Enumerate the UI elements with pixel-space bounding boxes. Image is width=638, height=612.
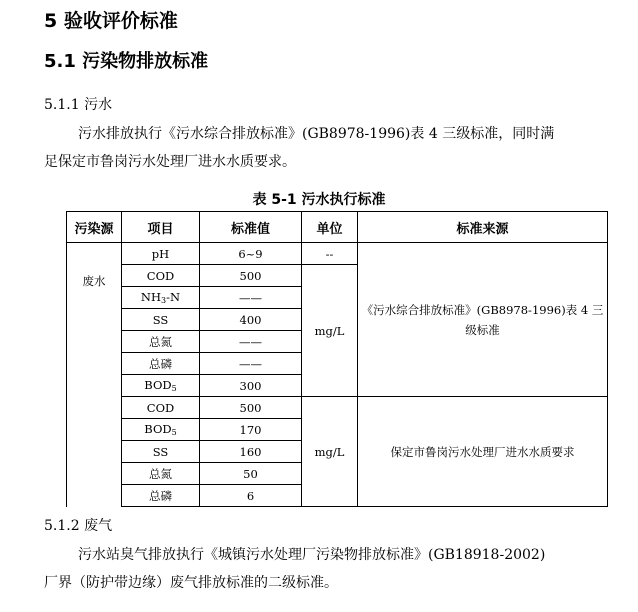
header-standard: 标准来源 (358, 212, 608, 243)
pollutant-source-cell: 废水 (67, 243, 122, 507)
water-paragraph (44, 120, 604, 176)
standard-source-cell (358, 243, 608, 397)
gas-paragraph (44, 541, 604, 597)
value-cell: 170 (200, 419, 302, 441)
header-unit: 单位 (302, 212, 358, 243)
value-cell: —— (200, 287, 302, 309)
item-subscript: 5 (171, 384, 177, 393)
water-paragraph-line: 污水排放执行《污水综合排放标准》(GB8978-1996)表 4 三级标准，同时满 (78, 126, 555, 142)
item-cell: 总氮 (122, 463, 200, 485)
item-text: BOD (144, 378, 172, 392)
unit-cell: mg/L (302, 265, 358, 397)
item-cell (122, 287, 200, 309)
item-subscript: 5 (171, 428, 177, 437)
item-cell: pH (122, 243, 200, 265)
item-cell: 总磷 (122, 485, 200, 507)
value-cell: 160 (200, 441, 302, 463)
water-heading: 5.1.1 污水 (44, 97, 113, 113)
standard-source-cell: 保定市鲁岗污水处理厂进水水质要求 (358, 397, 608, 507)
item-cell (122, 419, 200, 441)
value-cell: 50 (200, 463, 302, 485)
value-cell: 6~9 (200, 243, 302, 265)
standard-source-text: 《污水综合排放标准》(GB8978-1996)表 4 三级标准 (361, 302, 604, 337)
subsection-heading: 5.1 污染物排放标准 (44, 51, 209, 72)
item-cell: SS (122, 309, 200, 331)
gas-paragraph-line: 厂界（防护带边缘）废气排放标准的二级标准。 (44, 575, 338, 591)
item-cell (122, 375, 200, 397)
item-cell: COD (122, 265, 200, 287)
header-item: 项目 (122, 212, 200, 243)
item-cell: COD (122, 397, 200, 419)
unit-cell: mg/L (302, 397, 358, 507)
header-source: 污染源 (67, 212, 122, 243)
table-header-row (67, 212, 608, 243)
unit-cell: -- (302, 243, 358, 265)
item-cell: SS (122, 441, 200, 463)
item-cell: 总氮 (122, 331, 200, 353)
value-cell: 500 (200, 397, 302, 419)
section-heading: 5 验收评价标准 (44, 10, 178, 32)
header-value: 标准值 (200, 212, 302, 243)
water-standard-table (66, 211, 608, 507)
gas-paragraph-line: 污水站臭气排放执行《城镇污水处理厂污染物排放标准》(GB18918-2002) (78, 547, 546, 563)
gas-heading: 5.1.2 废气 (44, 518, 113, 534)
value-cell: —— (200, 331, 302, 353)
table-caption: 表 5-1 污水执行标准 (252, 192, 386, 208)
item-subscript: 3 (161, 296, 167, 305)
item-text: NH (140, 290, 162, 304)
table-row (67, 397, 608, 419)
value-cell: 500 (200, 265, 302, 287)
table-row (67, 243, 608, 265)
value-cell: 400 (200, 309, 302, 331)
item-cell: 总磷 (122, 353, 200, 375)
value-cell: —— (200, 353, 302, 375)
value-cell: 300 (200, 375, 302, 397)
value-cell: 6 (200, 485, 302, 507)
water-paragraph-line: 足保定市鲁岗污水处理厂进水水质要求。 (44, 154, 296, 170)
item-text: BOD (144, 422, 172, 436)
item-suffix: -N (166, 290, 181, 304)
